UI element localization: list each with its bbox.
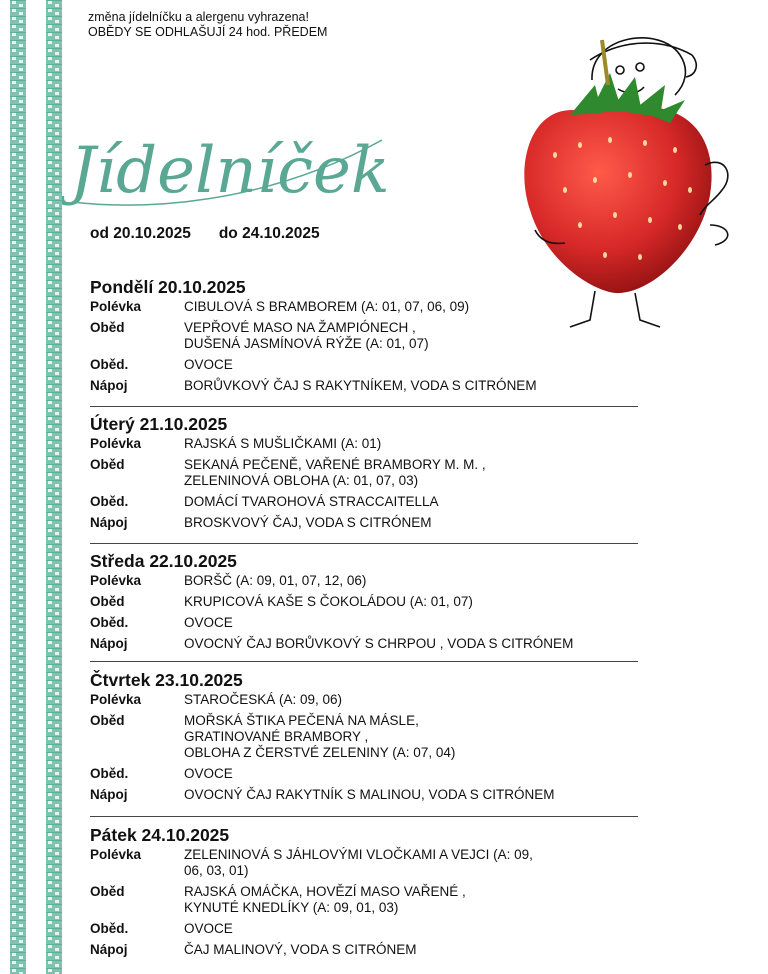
menu-title [62,110,392,220]
row-value: ČAJ MALINOVÝ, VODA S CITRÓNEM [184,942,417,957]
left-ribbon-decoration [10,0,26,974]
row-value: OVOCE [184,921,233,936]
menu-row-soup [90,847,650,879]
row-label: Oběd [90,457,125,472]
menu-row-dessert [90,766,650,782]
menu-row-soup [90,299,650,315]
row-label: Oběd. [90,766,129,781]
menu-row-soup [90,692,650,708]
row-value: OVOCE [184,615,233,630]
row-label: Oběd [90,884,125,899]
strawberry-icon [524,107,711,293]
row-label: Polévka [90,692,142,707]
row-value: VEPŘOVÉ MASO NA ŽAMPIÓNECH , DUŠENÁ JASMÍNOVÁ RÝŽE (A: 01, 07) [184,320,429,351]
row-value: RAJSKÁ S MUŠLIČKAMI (A: 01) [184,436,382,451]
notice-line-1: změna jídelníčku a alergenu vyhrazena! [88,10,309,24]
menu-row-lunch [90,713,650,761]
menu-row-dessert [90,615,650,631]
right-ribbon-decoration [46,0,62,974]
day-heading: Pondělí 20.10.2025 [90,277,246,297]
menu-row-drink [90,636,650,652]
row-label: Polévka [90,299,142,314]
menu-row-lunch [90,884,650,916]
row-value: OVOCE [184,766,233,781]
date-range [90,225,320,243]
menu-row-soup [90,573,650,589]
day-heading: Středa 22.10.2025 [90,551,237,571]
day-heading: Čtvrtek 23.10.2025 [90,670,243,690]
row-value: KRUPICOVÁ KAŠE S ČOKOLÁDOU (A: 01, 07) [184,594,473,609]
row-label: Oběd [90,713,125,728]
row-label: Oběd. [90,357,129,372]
row-label: Oběd. [90,615,129,630]
notice-line-2: OBĚDY SE ODHLAŠUJÍ 24 hod. PŘEDEM [88,25,328,39]
row-value: OVOCE [184,357,233,372]
day-friday [90,824,650,963]
row-value: DOMÁCÍ TVAROHOVÁ STRACCAITELLA [184,494,439,509]
menu-row-drink [90,787,650,803]
menu-row-lunch [90,594,650,610]
row-label: Polévka [90,847,142,862]
row-label: Oběd. [90,494,129,509]
menu-row-drink [90,515,650,531]
row-value: OVOCNÝ ČAJ BORŮVKOVÝ S CHRPOU , VODA S CITRÓNEM [184,636,574,651]
row-label: Oběd. [90,921,129,936]
row-label: Oběd [90,320,125,335]
menu-title-text: Jídelníček [70,134,390,208]
day-monday [90,276,650,399]
row-label: Nápoj [90,942,128,957]
menu-row-drink [90,378,650,394]
menu-row-drink [90,942,650,958]
row-label: Nápoj [90,378,128,393]
row-label: Nápoj [90,515,128,530]
row-label: Polévka [90,436,142,451]
menu-row-soup [90,436,650,452]
menu-row-dessert [90,494,650,510]
row-label: Oběd [90,594,125,609]
row-value: SEKANÁ PEČENĚ, VAŘENÉ BRAMBORY M. M. , ZELENINOVÁ OBLOHA (A: 01, 07, 03) [184,457,486,488]
day-divider [90,406,638,407]
row-value: BORŠČ (A: 09, 01, 07, 12, 06) [184,573,367,588]
menu-row-lunch [90,320,650,352]
day-heading: Úterý 21.10.2025 [90,414,228,434]
day-heading: Pátek 24.10.2025 [90,825,230,845]
row-value: BORŮVKOVÝ ČAJ S RAKYTNÍKEM, VODA S CITRÓNEM [184,378,537,393]
range-from-date: 20.10.2025 [113,225,191,242]
row-value: CIBULOVÁ S BRAMBOREM (A: 01, 07, 06, 09) [184,299,470,314]
notice [88,10,327,40]
row-value: MOŘSKÁ ŠTIKA PEČENÁ NA MÁSLE, GRATINOVANÉ BRAMBORY , OBLOHA Z ČERSTVÉ ZELENINY (A: 07, 04) [184,713,456,760]
row-value: RAJSKÁ OMÁČKA, HOVĚZÍ MASO VAŘENÉ , KYNUTÉ KNEDLÍKY (A: 09, 01, 03) [184,884,466,915]
row-label: Nápoj [90,787,128,802]
row-value: STAROČESKÁ (A: 09, 06) [184,692,343,707]
strawberry-stem-icon [602,40,608,85]
day-tuesday [90,413,650,536]
range-to-label: do [218,225,238,242]
row-label: Polévka [90,573,142,588]
day-wednesday [90,550,650,657]
menu-row-dessert [90,921,650,937]
row-value: BROSKVOVÝ ČAJ, VODA S CITRÓNEM [184,515,432,530]
day-divider [90,816,638,817]
menu-row-lunch [90,457,650,489]
range-from-label: od [90,225,109,242]
day-divider [90,661,638,662]
range-to-date: 24.10.2025 [242,225,320,242]
day-thursday [90,669,650,808]
day-divider [90,543,638,544]
row-label: Nápoj [90,636,128,651]
row-value: ZELENINOVÁ S JÁHLOVÝMI VLOČKAMI A VEJCI (A: 09, 06, 03, 01) [184,847,533,878]
menu-row-dessert [90,357,650,373]
row-value: OVOCNÝ ČAJ RAKYTNÍK S MALINOU, VODA S CITRÓNEM [184,787,555,802]
